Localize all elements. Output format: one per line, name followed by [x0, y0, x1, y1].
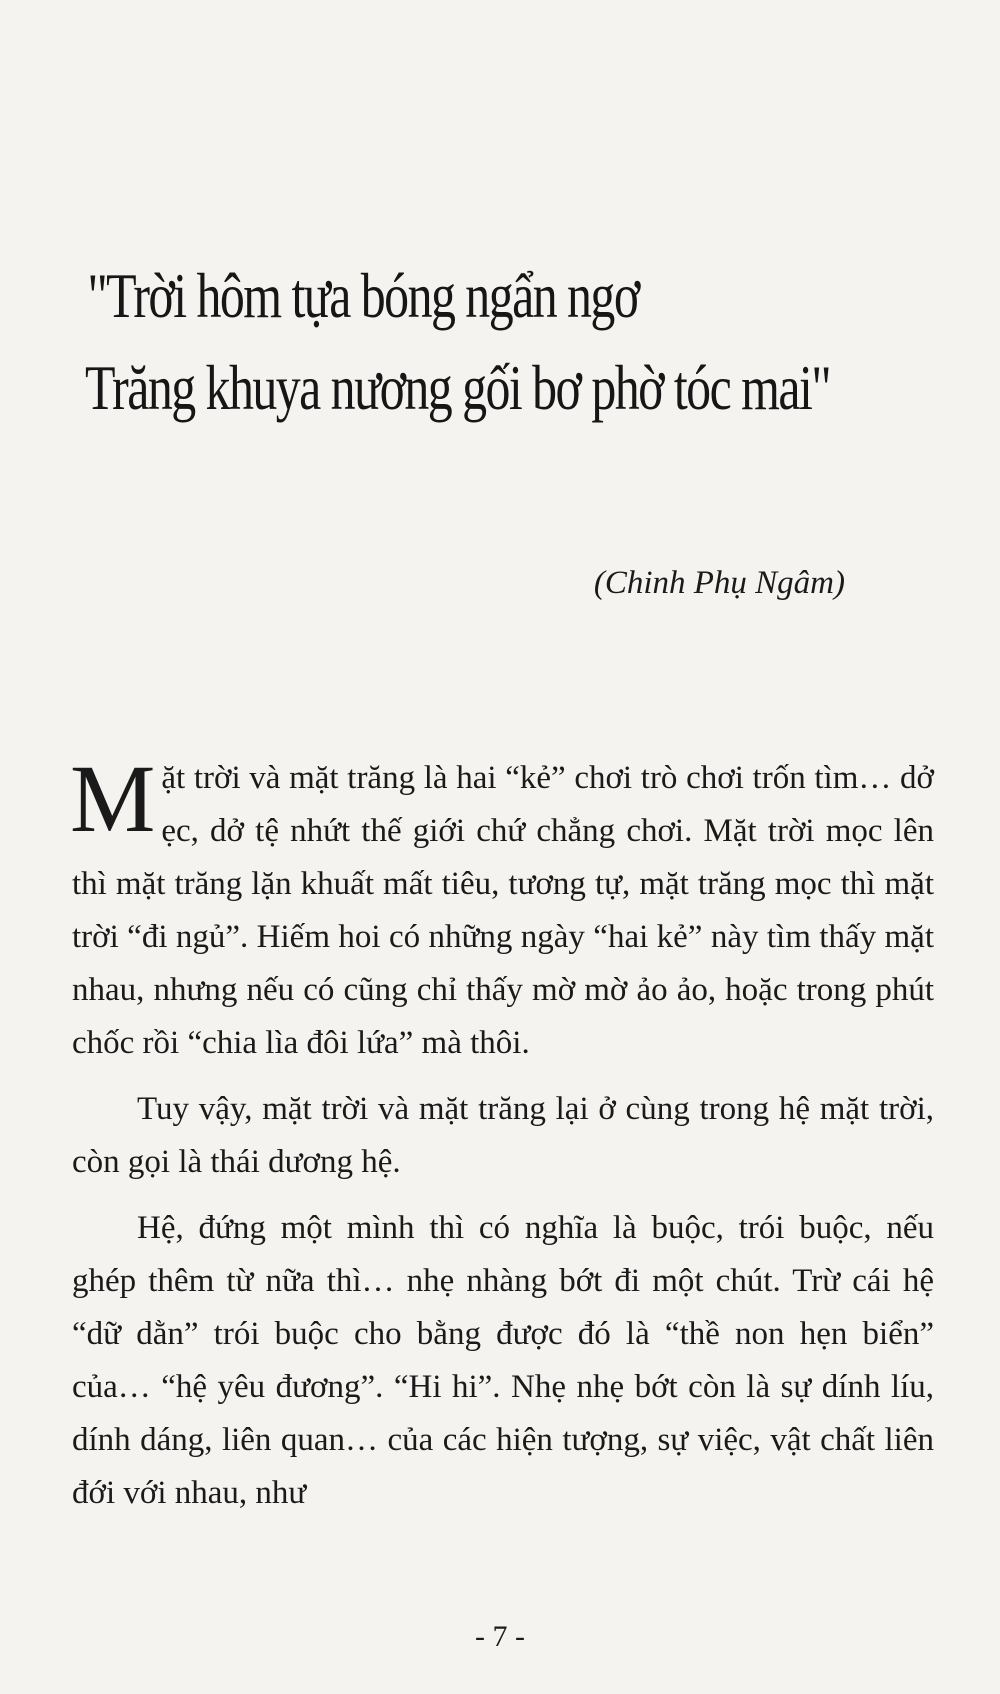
paragraph-1 [70, 745, 934, 1070]
epigraph-line-1: "Trời hôm tựa bóng ngẩn ngơ [87, 260, 639, 331]
paragraph-1-text: ặt trời và mặt trăng là hai “kẻ” chơi trò chơi trốn tìm… dở ẹc, dở tệ nhứt thế giới chứ chẳng chơi. Mặt trời mọc lên thì mặt trăng lặn khuất mất tiêu, tương tự, mặt trăng mọc thì mặt trời “đi ngủ”. Hiếm hoi có những ngày “hai kẻ” này tìm thấy mặt nhau, nhưng nếu có cũng chỉ thấy mờ mờ ảo ảo, hoặc trong phút chốc rồi “chia lìa đôi lứa” mà thôi. [72, 760, 934, 1061]
page-number: - 7 - [475, 1620, 525, 1653]
epigraph [85, 250, 925, 434]
body-text [70, 745, 934, 1533]
epigraph-attribution: (Chinh Phụ Ngâm) [593, 565, 845, 601]
epigraph-line-2: Trăng khuya nương gối bơ phờ tóc mai" [85, 352, 831, 423]
drop-cap: M [70, 745, 156, 852]
show-through-text [70, 100, 930, 153]
paragraph-3: Hệ, đứng một mình thì có nghĩa là buộc, trói buộc, nếu ghép thêm từ nữa thì… nhẹ nhàng bớt đi một chút. Trừ cái hệ “dữ dằn” trói buộc cho bằng được đó là “thề non hẹn biển” của… “hệ yêu đương”. “Hi hi”. Nhẹ nhẹ bớt còn là sự dính líu, dính dáng, liên quan… của các hiện tượng, sự việc, vật chất liên đới với nhau, như [72, 1210, 934, 1511]
paragraph-2: Tuy vậy, mặt trời và mặt trăng lại ở cùng trong hệ mặt trời, còn gọi là thái dương hệ. [72, 1091, 934, 1180]
